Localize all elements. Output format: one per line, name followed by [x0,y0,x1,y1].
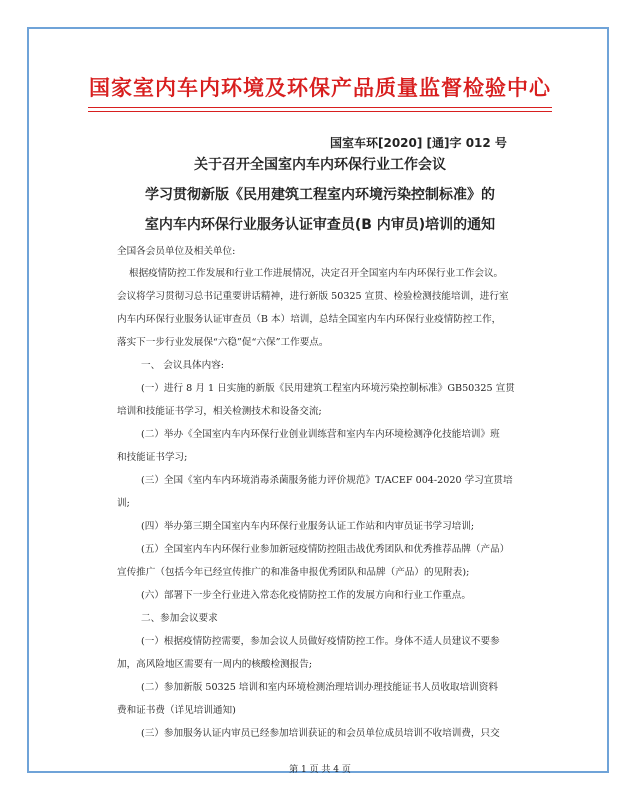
body-line: 落实下一步行业发展保“六稳”促“六保”工作要点。 [117,337,329,348]
body-line: (一）根据疫情防控需要，参加会议人员做好疫情防控工作。身体不适人员建议不要参 [141,636,500,647]
body-line: (六）部署下一步全行业进入常态化疫情防控工作的发展方向和行业工作重点。 [141,590,471,601]
org-header: 国家室内车内环境及环保产品质量监督检验中心 [89,76,551,100]
body-line: (五）全国室内车内环保行业参加新冠疫情防控阻击战优秀团队和优秀推荐品牌（产品） [141,544,510,555]
page-number: 第 1 页 共 4 页 [289,765,351,775]
body-line: 内车内环保行业服务认证审查员（B 本）培训，总结全国室内车内环保行业疫情防控工作， [117,314,502,325]
body-line: 会议将学习贯彻习总书记重要讲话精神，进行新版 50325 宣贯、检验检测技能培训，进行室 [117,291,509,302]
title-line-1: 关于召开全国室内车内环保行业工作会议 [194,157,446,173]
body-line: (三）全国《室内车内环境消毒杀菌服务能力评价规范》T/ACEF 004-2020 学习宣贯培 [141,475,513,486]
body-line: 训; [117,498,130,509]
body-line: 宣传推广（包括今年已经宣传推广的和准备申报优秀团队和品牌（产品）的见附表); [117,567,470,578]
body-line: (二）参加新版 50325 培训和室内环境检测治理培训办理技能证书人员收取培训资料 [141,682,498,693]
salutation: 全国各会员单位及相关单位: [117,246,236,257]
notice-body [117,0,527,805]
body-line: (一）进行 8 月 1 日实施的新版《民用建筑工程室内环境污染控制标准》GB50325 宣贯 [141,383,515,394]
body-line: 费和证书费（详见培训通知) [117,705,236,716]
section-heading-1: 一、 会议具体内容: [141,360,225,371]
body-line: (三）参加服务认证内审员已经参加培训获证的和会员单位成员培训不收培训费，只交 [141,728,500,739]
document-number: 国室车环[2020] [通]字 012 号 [330,136,507,150]
title-line-3: 室内车内环保行业服务认证审查员(B 内审员)培训的通知 [144,217,496,233]
body-line: 加，高风险地区需要有一周内的核酸检测报告; [117,659,313,670]
section-heading-2: 二、参加会议要求 [141,613,218,624]
body-line: 和技能证书学习; [117,452,188,463]
body-line: 培训和技能证书学习，相关检测技术和设备交流; [117,406,322,417]
title-line-2: 学习贯彻新版《民用建筑工程室内环境污染控制标准》的 [145,187,495,203]
body-line: (二）举办《全国室内车内环保行业创业训练营和室内车内环境检测净化技能培训》班 [141,429,500,440]
body-line: (四）举办第三期全国室内车内环保行业服务认证工作站和内审员证书学习培训; [141,521,475,532]
body-line: 根据疫情防控工作发展和行业工作进展情况，决定召开全国室内车内环保行业工作会议。 [129,268,504,279]
